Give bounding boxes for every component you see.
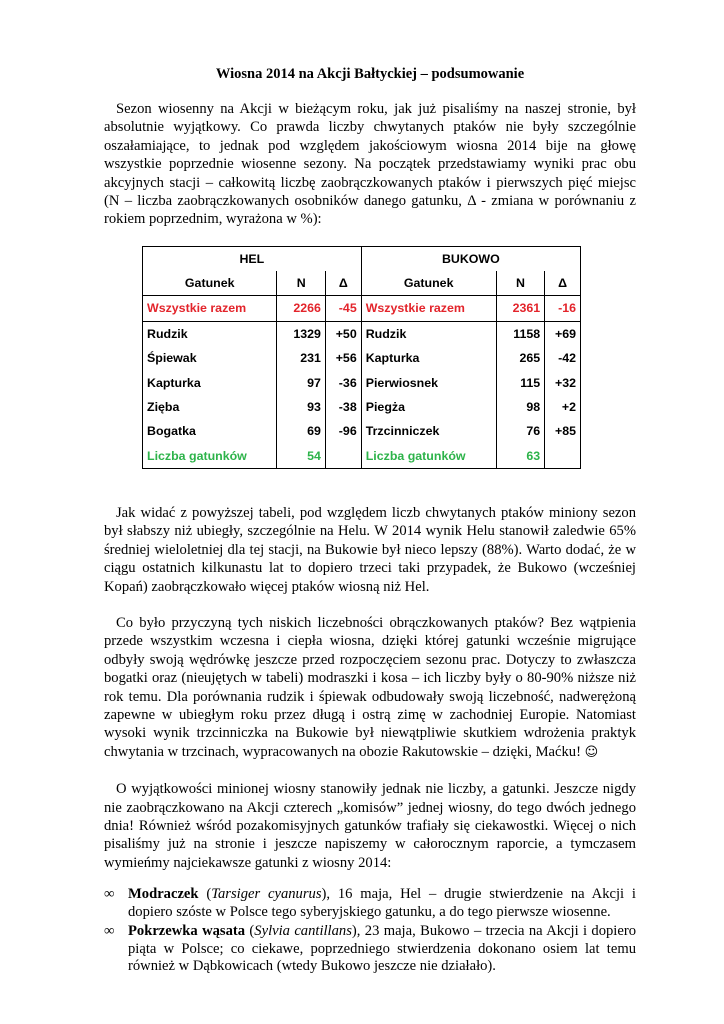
bukowo-species-delta: +69 (545, 321, 581, 346)
infinity-bullet-icon: ∞ (104, 886, 115, 903)
paragraph-comparison: Jak widać z powyższej tabeli, pod względem liczb chwytanych ptaków miniony sezon był słabszy niż ubiegły, szczególnie na Helu. W 2014 wynik Helu stanowił zaledwie 65% średniej wieloletniej dla tej stacji, na Bukowie był nieco lepszy (88%). Warto dodać, że w ciągu ostatnich kilkunastu lat to dopiero trzeci taki przypadek, że Bukowo (wcześniej Kopań) zaobrączkowało więcej ptaków wiosną niż Hel. (104, 504, 636, 595)
table-column-header-row (143, 271, 581, 296)
bukowo-species-delta: +2 (545, 395, 581, 419)
hel-col-delta: Δ (325, 271, 361, 296)
bukowo-species-delta: +85 (545, 419, 581, 443)
hel-col-n: N (277, 271, 326, 296)
bukowo-species-name: Kapturka (361, 346, 496, 370)
bukowo-species-delta: +32 (545, 370, 581, 394)
hel-species-delta: -36 (325, 370, 361, 394)
hel-species-delta: +50 (325, 321, 361, 346)
bukowo-species-n: 115 (496, 370, 545, 394)
paragraph-causes-text: Co było przyczyną tych niskich liczebności obrączkowanych ptaków? Bez wątpienia przede wszystkim wczesna i ciepła wiosna, dzięki której gatunki wcześnie migrujące odbyły swoją wędrówkę jeszcze przed rozpoczęciem sezonu prac. Dotyczy to zwłaszcza bogatki oraz (nieujętych w tabeli) modraszki i kosa – ich liczby były o 80-90% niższe niż rok temu. Dla porównania rudzik i śpiewak odbudowały swoją liczebność, nadwerężoną zapewne w ubiegłym roku przez długą i ostrą zimę w zachodniej Europie. Natomiast wysoki wynik trzcinniczka na Bukowie był niewątpliwie skutkiem wdrożenia praktyk chwytania w trzcinach, wypracowanych na obozie Rakutowskie – dzięki, Maćku! (104, 615, 636, 760)
hel-total-delta: -45 (325, 296, 361, 321)
bukowo-total-n: 2361 (496, 296, 545, 321)
bukowo-total-delta: -16 (545, 296, 581, 321)
hel-species-name: Zięba (143, 395, 277, 419)
species-latin-name: Tarsiger cyanurus (211, 886, 322, 903)
hel-species-n: 93 (277, 395, 326, 419)
species-name: Modraczek (128, 886, 199, 903)
bukowo-species-count-label: Liczba gatunków (361, 444, 496, 469)
paren-open: ( (198, 886, 212, 903)
bukowo-header: BUKOWO (361, 246, 580, 271)
bukowo-species-name: Trzcinniczek (361, 419, 496, 443)
table-species-count-row (143, 444, 581, 469)
table-row (143, 321, 581, 346)
hel-total-n: 2266 (277, 296, 326, 321)
hel-total-name: Wszystkie razem (143, 296, 277, 321)
document-page (104, 66, 636, 978)
table-row (143, 370, 581, 394)
species-description: ), 23 maja, Bukowo – trzecia na Akcji i dopiero piąta w Polsce; co ciekawe, poprzedniego stwierdzenia dokonano osiem lat temu również w Dąbkowicach (wtedy Bukowo jeszcze nie działało). (128, 923, 636, 975)
document-title: Wiosna 2014 na Akcji Bałtyckiej – podsumowanie (215, 66, 525, 82)
bukowo-species-name: Pierwiosnek (361, 370, 496, 394)
hel-species-name: Kapturka (143, 370, 277, 394)
bukowo-species-name: Piegża (361, 395, 496, 419)
paragraph-intro: Sezon wiosenny na Akcji w bieżącym roku, jak już pisaliśmy na naszej stronie, był absolutnie wyjątkowy. Co prawda liczby chwytanych ptaków nie były szczególnie oszałamiające, to jednak pod względem jakościowym wiosna 2014 bije na głowę wszystkie poprzednie wiosenne sezony. Na początek przedstawiamy wyniki prac obu akcyjnych stacji – całkowitą liczbę zaobrączkowanych ptaków i pierwszych pięć miejsc (N – liczba zaobrączkowanych osobników danego gatunku, Δ - zmiana w porównaniu z rokiem poprzednim, wyrażona w %): (104, 101, 636, 228)
species-latin-name: Sylvia cantillans (254, 923, 352, 940)
bukowo-col-species: Gatunek (361, 271, 496, 296)
bukowo-species-n: 265 (496, 346, 545, 370)
paragraph-species: O wyjątkowości minionej wiosny stanowiły jednak nie liczby, a gatunki. Jeszcze nigdy nie zaobrączkowano na Akcji czterech „komisów” jednej wiosny, do tego dwóch jednego dnia! Również wśród pozakomisyjnych gatunków trafiały się ciekawostki. Więcej o nich pisaliśmy już na stronie i jeszcze napiszemy w całorocznym raporcie, a tymczasem wymieńmy najciekawsze gatunki z wiosny 2014: (104, 781, 636, 871)
bukowo-species-n: 98 (496, 395, 545, 419)
hel-species-delta: -96 (325, 419, 361, 443)
table-row (143, 395, 581, 419)
bukowo-total-name: Wszystkie razem (361, 296, 496, 321)
bukowo-species-count-empty (545, 444, 581, 469)
bukowo-col-n: N (496, 271, 545, 296)
hel-species-count-label: Liczba gatunków (143, 444, 277, 469)
smiley-icon: ☺ (584, 744, 599, 760)
hel-species-name: Bogatka (143, 419, 277, 443)
bukowo-species-delta: -42 (545, 346, 581, 370)
paren-open: ( (245, 923, 255, 940)
list-item (104, 923, 636, 976)
table-station-header-row (143, 246, 581, 271)
species-description: ), 16 maja, Hel – drugie stwierdzenie na Akcji i dopiero szóste w Polsce tego syberyjskiego gatunku, a do tego pierwsze wiosenne. (128, 886, 636, 920)
table-row (143, 419, 581, 443)
bukowo-species-n: 1158 (496, 321, 545, 346)
hel-species-count: 54 (277, 444, 326, 469)
hel-species-delta: -38 (325, 395, 361, 419)
hel-species-name: Rudzik (143, 321, 277, 346)
hel-species-n: 1329 (277, 321, 326, 346)
hel-species-name: Śpiewak (143, 346, 277, 370)
table-total-row (143, 296, 581, 321)
hel-species-n: 69 (277, 419, 326, 443)
species-name: Pokrzewka wąsata (128, 923, 246, 940)
rare-species-list (104, 886, 636, 976)
hel-species-delta: +56 (325, 346, 361, 370)
hel-col-species: Gatunek (143, 271, 277, 296)
bukowo-species-count: 63 (496, 444, 545, 469)
paragraph-causes (104, 614, 636, 762)
hel-header: HEL (143, 246, 362, 271)
list-item (104, 886, 636, 921)
bukowo-col-delta: Δ (545, 271, 581, 296)
hel-species-n: 97 (277, 370, 326, 394)
table-row (143, 346, 581, 370)
hel-species-n: 231 (277, 346, 326, 370)
bukowo-species-name: Rudzik (361, 321, 496, 346)
hel-species-count-empty (325, 444, 361, 469)
bukowo-species-n: 76 (496, 419, 545, 443)
results-table (142, 246, 581, 469)
infinity-bullet-icon: ∞ (104, 923, 115, 940)
